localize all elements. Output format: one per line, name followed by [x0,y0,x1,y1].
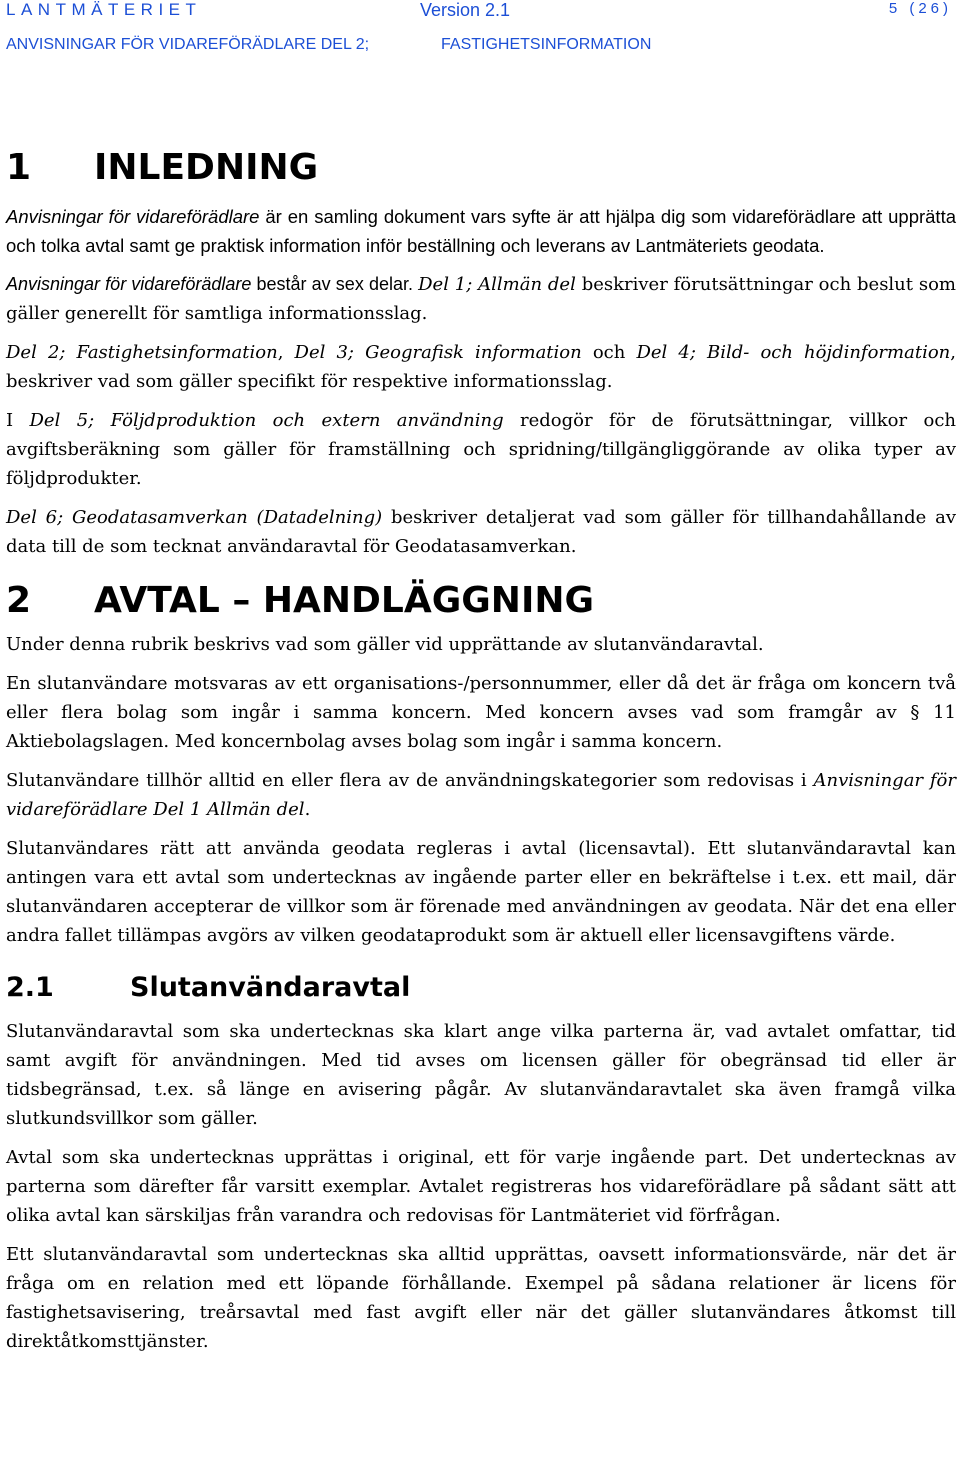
italic-text: Anvisningar för vidareförädlare [6,205,260,227]
paragraph [6,406,956,493]
section-number: 2 [6,579,32,621]
paragraph: En slutanvändare motsvaras av ett organisations-/personnummer, eller då det är fråga om koncern två eller flera bolag som ingår i samma koncern. Med koncern avses vad som framgår av § 11 Aktiebolagslagen. Med koncernbolag avses bolag som ingår i samma koncern. [6,673,956,753]
paragraph-text: Slutanvändare tillhör alltid en eller flera av de användningskategorier som redovisas i [6,770,814,792]
paragraph [6,503,956,561]
version-label: Version 2.1 [420,0,511,20]
paragraph: Ett slutanvändaravtal som undertecknas ska alltid upprättas, oavsett informationsvärde, när det är fråga om en relation med ett löpande förhållande. Exempel på sådana relationer är licens för fastighetsavisering, treårsavtal med fast avgift eller när det gäller slutanvändares åtkomst till direktåtkomsttjänster. [6,1243,956,1352]
paragraph-text: , beskriver vad som gäller specifikt för respektive informationsslag. [6,341,956,392]
italic-text: Del 1; Allmän del [418,273,576,295]
section-title: Slutanvändaravtal [130,972,411,1004]
paragraph-text: I [6,409,30,431]
paragraph [6,338,956,396]
italic-text: Del 6; Geodatasamverkan (Datadelning) [6,506,383,528]
paragraph [6,766,956,824]
section-2-1-heading [6,972,956,1004]
paragraph-text: är en samling dokument vars syfte är att hjälpa dig som vidareförädlare att upprätta och tolka avtal samt ge praktisk information inför beställning och leverans av Lantmäteriets geodata. [6,205,957,256]
paragraph-text: . [304,799,311,821]
italic-text: Del 4; Bild- och höjdinformation [636,341,951,363]
paragraph-text: beskriver förutsättningar och beslut som gäller generellt för samtliga informationsslag. [6,273,956,324]
paragraph-text: , [277,341,295,363]
paragraph-text: och [581,341,637,363]
paragraph: Slutanvändares rätt att använda geodata regleras i avtal (licensavtal). Ett slutanvändaravtal kan antingen vara ett avtal som undertecknas av ingående parter eller en bekräftelse i t.ex. ett mail, där slutanvändaren accepterar de villkor som är förenade med användningen av geodata. När det ena eller andra fallet tillämpas avgörs av vilken geodataprodukt som är aktuell eller licensavgiftens värde. [6,838,956,947]
document-title: ANVISNINGAR FÖR VIDAREFÖRÄDLARE DEL 2; [6,36,370,53]
page-number: 5 (26) [888,0,952,17]
document-subtitle: FASTIGHETSINFORMATION [441,36,652,53]
section-number: 2.1 [6,972,54,1004]
org-name: LANTMÄTERIET [6,0,202,19]
paragraph [6,202,956,260]
paragraph-text: beskriver detaljerat vad som gäller för tillhandahållande av data till de som tecknat användaravtal för Geodatasamverkan. [6,506,957,557]
paragraph: Under denna rubrik beskrivs vad som gäller vid upprättande av slutanvändaravtal. [6,634,764,656]
italic-text: Del 5; Följdproduktion och extern användning [29,409,504,431]
paragraph-text: består av sex delar. [251,273,419,294]
section-title: AVTAL – HANDLÄGGNING [94,579,595,621]
paragraph: Avtal som ska undertecknas upprättas i original, ett för varje ingående part. Det undertecknas av parterna som därefter får varsitt exemplar. Avtalet registreras hos vidareförädlare på sådant sätt att olika avtal kan särskiljas från varandra och redovisas för Lantmäteriet vid förfrågan. [6,1146,956,1226]
section-2-heading [6,581,956,621]
document-body [6,148,956,1366]
italic-text: Del 3; Geografisk information [294,341,582,363]
section-1-heading [6,148,956,188]
section-number: 1 [6,147,32,188]
paragraph: Slutanvändaravtal som ska undertecknas ska klart ange vilka parterna är, vad avtalet omfattar, tid samt avgift för användningen. Med tid avses om licensen gäller för obegränsad tid eller är tidsbegränsad, t.ex. så länge en avisering pågår. Av slutanvändaravtalet ska även framgå vilka slutkundsvillkor som gäller. [6,1020,956,1129]
italic-text: Anvisningar för vidareförädlare [6,273,252,294]
paragraph-text: redogör för de förutsättningar, villkor och avgiftsberäkning som gäller för framställning och spridning/tillgängliggörande av olika typer av följdprodukter. [6,409,956,489]
section-title: INLEDNING [94,147,319,188]
paragraph [6,270,956,328]
italic-text: Anvisningar för vidareförädlare Del 1 Allmän del [6,770,956,821]
italic-text: Del 2; Fastighetsinformation [6,341,278,363]
